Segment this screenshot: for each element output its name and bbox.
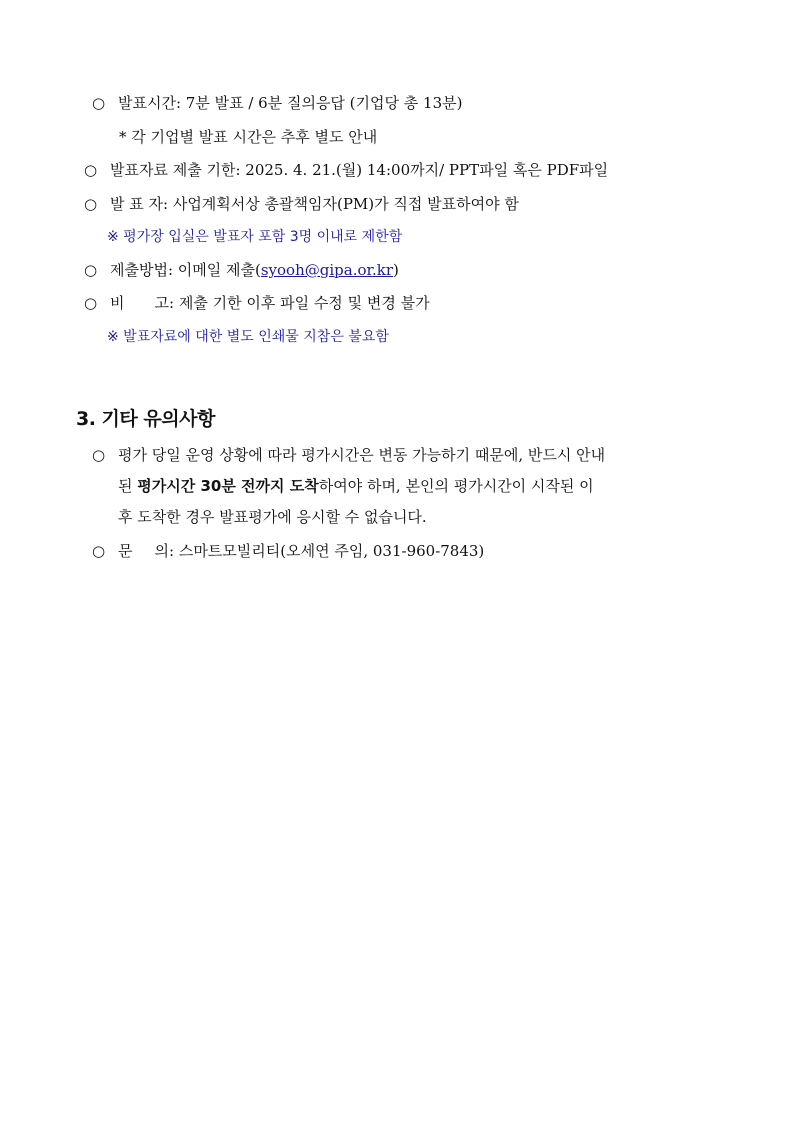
- presentation-time-text: 발표시간: 7분 발표 / 6분 질의응답 (기업당 총 13분): [118, 94, 463, 112]
- notice-item-line-2: [118, 476, 594, 496]
- submit-method-close: ): [393, 261, 399, 279]
- circle-bullet-icon: ○: [92, 94, 106, 112]
- circle-bullet-icon: ○: [84, 261, 98, 279]
- remark-label-2: 고:: [154, 294, 175, 312]
- submit-method-label: 제출방법: 이메일 제출(: [110, 261, 261, 279]
- remark-text: 제출 기한 이후 파일 수정 및 변경 불가: [178, 294, 430, 312]
- notice-text-line-1: 평가 당일 운영 상황에 따라 평가시간은 변동 가능하기 때문에, 반드시 안내: [118, 446, 606, 464]
- notice-emphasis: 평가시간 30분 전까지 도착: [137, 477, 319, 495]
- circle-bullet-icon: ○: [92, 542, 106, 560]
- circle-bullet-icon: ○: [84, 294, 98, 312]
- inquiry-item: [92, 541, 484, 561]
- deadline-text: 발표자료 제출 기한: 2025. 4. 21.(월) 14:00까지/ PPT파일 혹은 PDF파일: [110, 161, 609, 179]
- inquiry-label: 문: [118, 542, 133, 560]
- remark-note: ※ 발표자료에 대한 별도 인쇄물 지참은 불요함: [107, 329, 389, 345]
- presenter-text: 발 표 자: 사업계획서상 총괄책임자(PM)가 직접 발표하여야 함: [110, 195, 519, 213]
- presentation-time-note: * 각 기업별 발표 시간은 추후 별도 안내: [119, 128, 378, 146]
- submit-method-item: [84, 260, 399, 280]
- notice-item-line-1: [92, 445, 605, 465]
- inquiry-label-2: 의:: [154, 542, 175, 560]
- circle-bullet-icon: ○: [92, 446, 106, 464]
- remark-label: 비: [110, 294, 125, 312]
- presentation-time-item: [92, 93, 462, 113]
- remark-item: [84, 293, 430, 313]
- deadline-item: [84, 160, 608, 180]
- circle-bullet-icon: ○: [84, 195, 98, 213]
- circle-bullet-icon: ○: [84, 161, 98, 179]
- notice-text-line-3: 후 도착한 경우 발표평가에 응시할 수 없습니다.: [118, 508, 427, 526]
- inquiry-text: 스마트모빌리티(오세연 주임, 031-960-7843): [178, 542, 485, 560]
- email-link[interactable]: syooh@gipa.or.kr: [260, 261, 394, 279]
- notice-text-line-2-pre: 된: [118, 477, 138, 495]
- presenter-note: ※ 평가장 입실은 발표자 포함 3명 이내로 제한함: [107, 229, 403, 245]
- presenter-item: [84, 194, 519, 214]
- section-3-title: 3. 기타 유의사항: [76, 408, 215, 430]
- notice-text-line-2-post: 하여야 하며, 본인의 평가시간이 시작된 이: [318, 477, 594, 495]
